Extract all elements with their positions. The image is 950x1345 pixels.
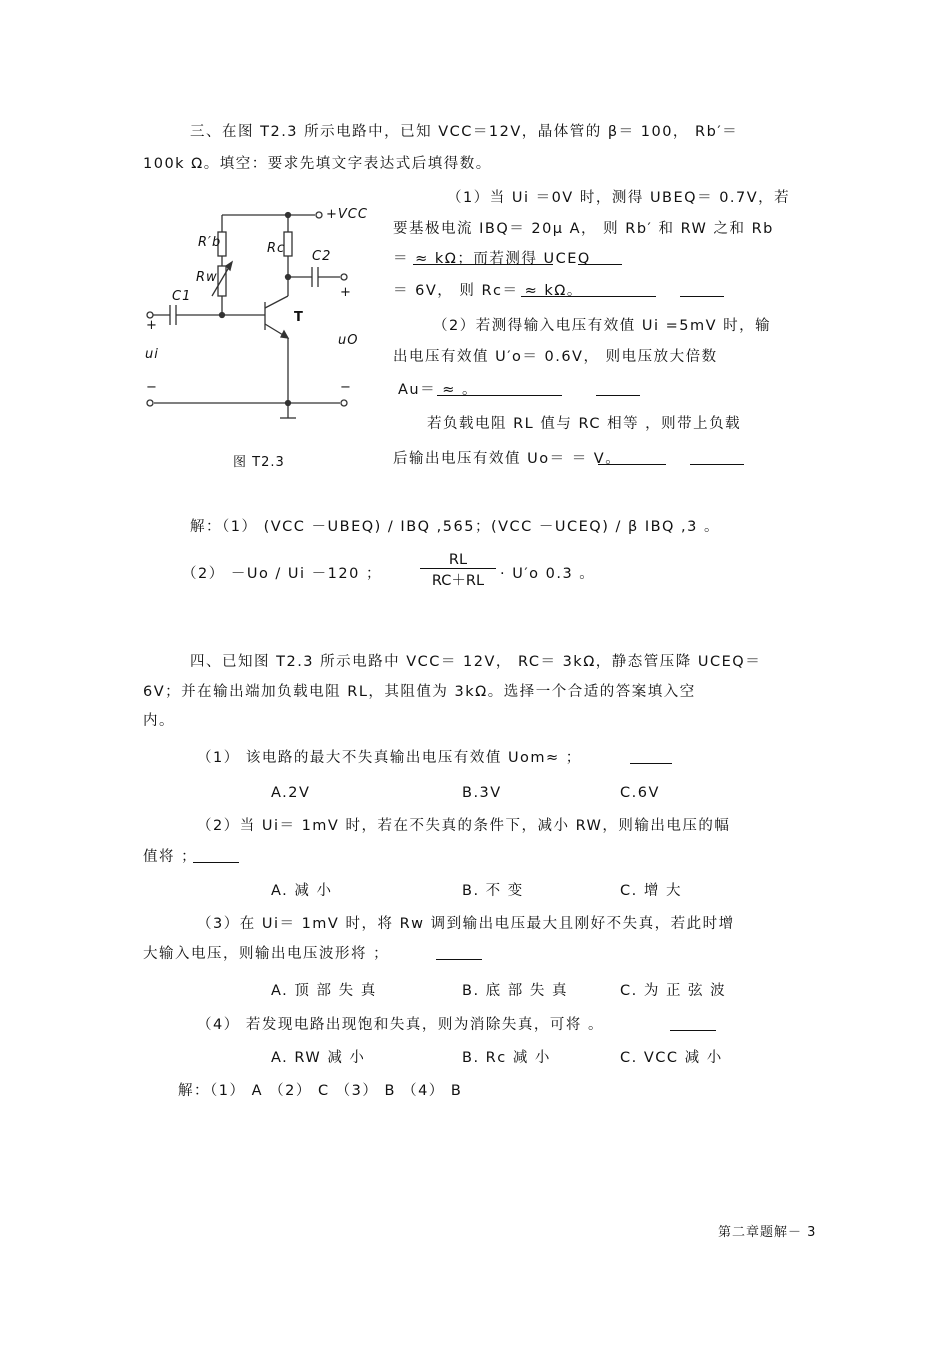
label-output-plus: + [340, 285, 352, 300]
q3-part2-line-1: （2）若测得输入电压有效值 Ui =5mV 时，输 [433, 318, 772, 334]
q4-line-1: 四、已知图 T2.3 所示电路中 VCC＝ 12V， RC＝ 3kΩ，静态管压降 UCEQ＝ [190, 654, 762, 670]
q4-sub-3-option-a[interactable]: A. 顶 部 失 真 [271, 983, 377, 999]
q4-sub-3-line-1: （3）在 Ui＝ 1mV 时，将 Rw 调到输出电压最大且刚好不失真，若此时增 [197, 916, 735, 932]
figure-caption: 图 T2.3 [233, 455, 285, 470]
q3-answer-2-suffix: · U′o 0.3 。 [500, 566, 596, 582]
q3-answer-2-prefix: （2） －Uo / Ui －120 ； [182, 566, 382, 582]
blank-rc-value[interactable] [680, 282, 724, 297]
label-ui: ui [145, 347, 159, 362]
label-transistor-t: T [294, 310, 304, 325]
fraction-rl-over-rc-rl [420, 552, 496, 590]
label-vcc: +VCC [326, 207, 368, 222]
q3-part2-line-4: 若负载电阻 RL 值与 RC 相等 ，则带上负载 [427, 416, 742, 432]
q4-line-2: 6V；并在输出端加负载电阻 RL，其阻值为 3kΩ。选择一个合适的答案填入空 [143, 684, 696, 700]
q3-part1-line-2: 要基极电流 IBQ＝ 20μ A， 则 Rb′ 和 RW 之和 Rb [393, 221, 774, 237]
label-rb-prime: R′b [198, 235, 222, 250]
q4-sub-2-line-1: （2）当 Ui＝ 1mV 时，若在不失真的条件下，减小 RW，则输出电压的幅 [197, 818, 731, 834]
blank-uo-value[interactable] [690, 450, 744, 465]
q4-sub-2-option-c[interactable]: C. 增 大 [620, 883, 682, 899]
q4-sub-4: （4） 若发现电路出现饱和失真，则为消除失真，可将 。 [197, 1017, 604, 1033]
blank-q4-4[interactable] [670, 1016, 716, 1031]
q3-answer-1: 解：（1） (VCC －UBEQ) / IBQ ,565；(VCC －UCEQ) / β IBQ ,3 。 [190, 519, 721, 535]
label-input-minus: − [146, 380, 158, 395]
label-uo: uO [338, 333, 359, 348]
blank-q4-2[interactable] [193, 848, 239, 863]
q4-line-3: 内。 [143, 713, 175, 729]
blank-q4-3[interactable] [436, 945, 482, 960]
blank-q4-1[interactable] [630, 749, 672, 764]
label-output-minus: − [340, 380, 352, 395]
q4-sub-3-option-c[interactable]: C. 为 正 弦 波 [620, 983, 727, 999]
q3-part1-line-1: （1）当 Ui ＝0V 时，测得 UBEQ＝ 0.7V，若 [447, 190, 791, 206]
blank-rc-expression[interactable] [521, 282, 656, 297]
q3-part2-line-5: 后输出电压有效值 Uo＝ ＝ V。 [393, 451, 622, 467]
blank-au-value[interactable] [596, 381, 640, 396]
q3-part1-line-4: ＝ 6V， 则 Rc＝ ≈ kΩ。 [393, 283, 583, 299]
label-input-plus: + [146, 318, 158, 333]
fraction-numerator: RL [420, 552, 496, 569]
q3-part1-line-3: ＝ ≈ kΩ；而若测得 UCEQ [393, 251, 591, 267]
q4-sub-3-line-2: 大输入电压，则输出电压波形将 ； [143, 946, 390, 962]
q4-sub-2-line-2: 值将 ； [143, 849, 198, 865]
q4-sub-1-option-a[interactable]: A.2V [271, 785, 311, 801]
q3-line-1: 三、在图 T2.3 所示电路中，已知 VCC＝12V，晶体管的 β＝ 100， Rb′＝ [190, 124, 739, 140]
label-rw: Rw [196, 270, 218, 285]
label-c1: C1 [172, 289, 192, 304]
page-footer: 第二章题解－ 3 [718, 1225, 817, 1240]
q4-sub-2-option-a[interactable]: A. 减 小 [271, 883, 333, 899]
q3-line-2: 100k Ω。填空：要求先填文字表达式后填得数。 [143, 156, 492, 172]
q4-sub-1-option-b[interactable]: B.3V [462, 785, 502, 801]
q3-part2-line-3: Au＝ ≈ 。 [398, 382, 478, 398]
blank-rb-value[interactable] [578, 250, 622, 265]
blank-au-expression[interactable] [437, 381, 562, 396]
q4-sub-3-option-b[interactable]: B. 底 部 失 真 [462, 983, 568, 999]
q4-answer: 解：（1） A （2） C （3） B （4） B [178, 1083, 463, 1099]
label-rc: Rc [267, 241, 286, 256]
blank-uo-expression[interactable] [598, 450, 666, 465]
q4-sub-2-option-b[interactable]: B. 不 变 [462, 883, 524, 899]
q4-sub-1-option-c[interactable]: C.6V [620, 785, 660, 801]
q4-sub-4-option-b[interactable]: B. Rc 减 小 [462, 1050, 551, 1066]
q3-part2-line-2: 出电压有效值 U′o＝ 0.6V， 则电压放大倍数 [393, 349, 718, 365]
fraction-denominator: RC＋RL [431, 573, 485, 589]
label-c2: C2 [312, 249, 332, 264]
q4-sub-4-option-c[interactable]: C. VCC 减 小 [620, 1050, 723, 1066]
circuit-diagram-t2-3 [140, 200, 370, 430]
blank-rb-expression[interactable] [413, 250, 553, 265]
q4-sub-4-option-a[interactable]: A. RW 减 小 [271, 1050, 366, 1066]
q4-sub-1: （1） 该电路的最大不失真输出电压有效值 Uom≈ ； [197, 750, 582, 766]
